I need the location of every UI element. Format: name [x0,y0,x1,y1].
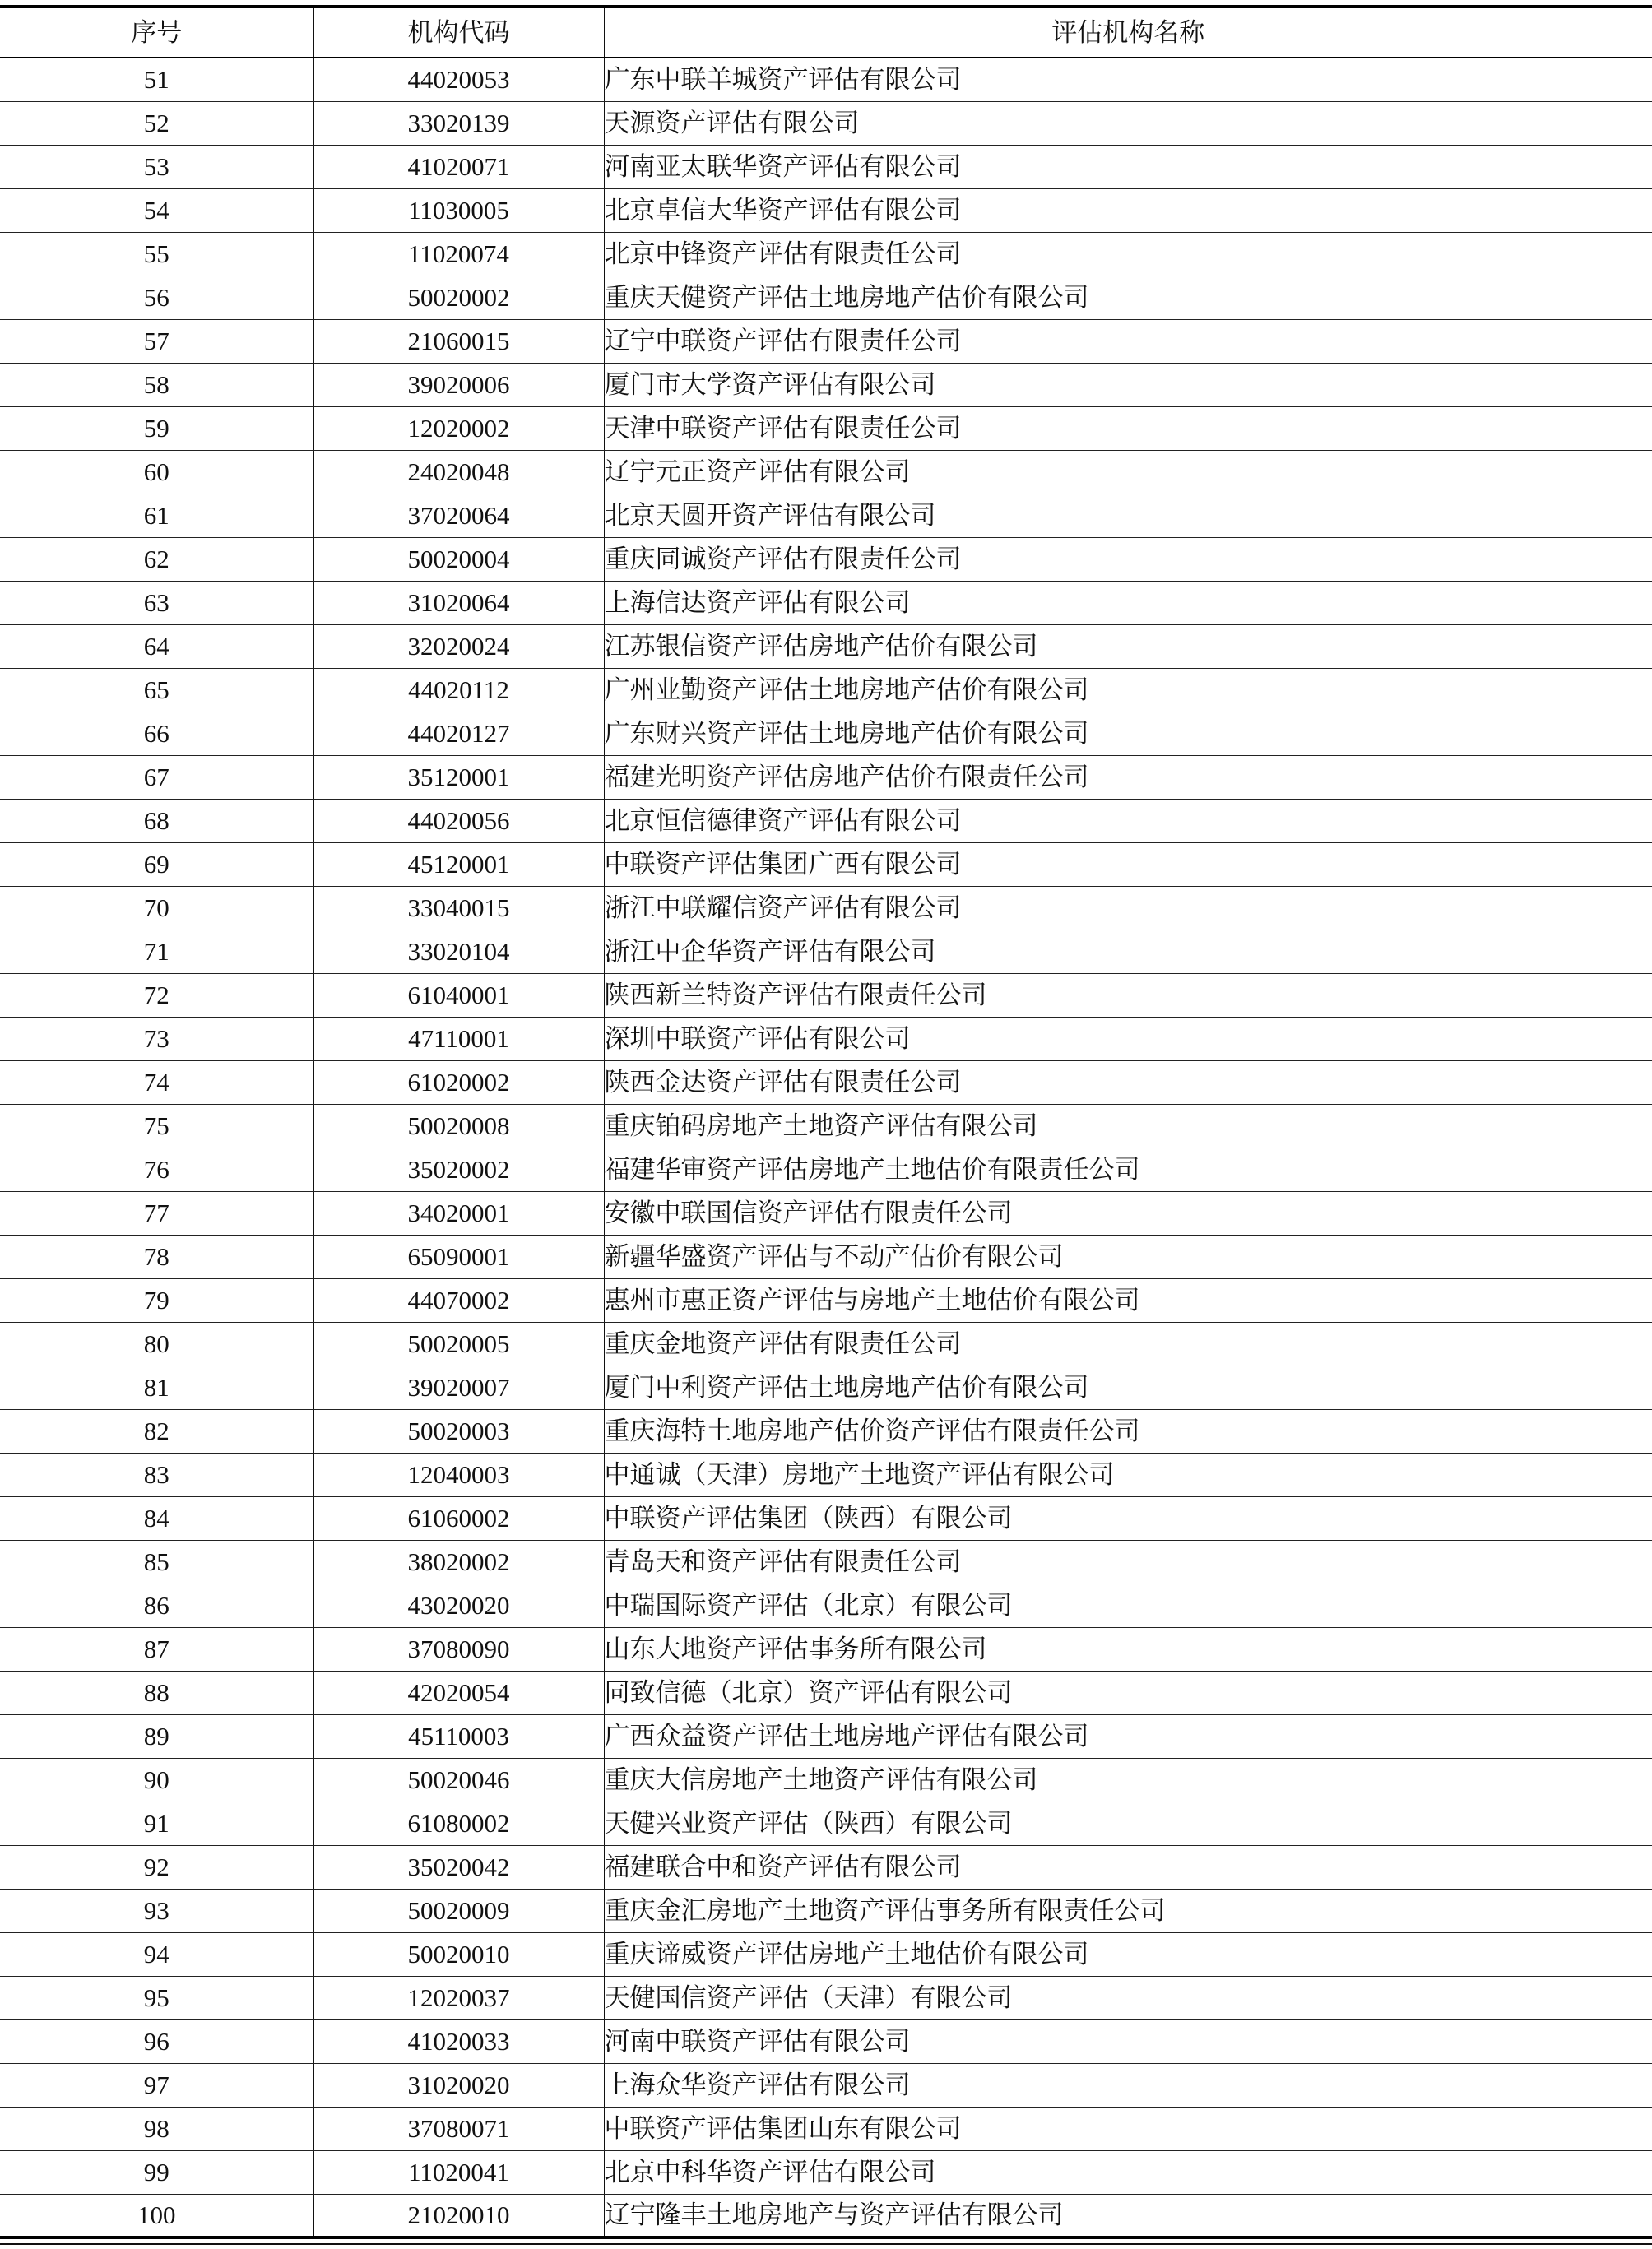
table-body [0,58,1652,2237]
cell-seq: 52 [0,101,313,145]
cell-seq: 70 [0,886,313,930]
cell-code: 21020010 [313,2194,604,2237]
table-row [0,755,1652,799]
cell-code: 47110001 [313,1017,604,1060]
table-header [0,7,1652,58]
cell-code: 35020042 [313,1845,604,1889]
cell-code: 31020064 [313,581,604,624]
cell-seq: 80 [0,1322,313,1366]
table-row [0,2019,1652,2063]
table-row [0,276,1652,319]
cell-seq: 69 [0,842,313,886]
cell-name: 河南中联资产评估有限公司 [604,2019,1652,2063]
cell-name: 福建联合中和资产评估有限公司 [604,1845,1652,1889]
cell-name: 惠州市惠正资产评估与房地产土地估价有限公司 [604,1278,1652,1322]
cell-code: 31020020 [313,2063,604,2107]
cell-name: 重庆金汇房地产土地资产评估事务所有限责任公司 [604,1889,1652,1932]
cell-code: 65090001 [313,1235,604,1278]
cell-name: 中联资产评估集团山东有限公司 [604,2107,1652,2150]
cell-code: 61060002 [313,1496,604,1540]
cell-code: 44020056 [313,799,604,842]
cell-code: 43020020 [313,1584,604,1627]
table-row [0,450,1652,494]
cell-name: 重庆大信房地产土地资产评估有限公司 [604,1758,1652,1802]
table-row [0,1017,1652,1060]
table-row [0,537,1652,581]
table-row [0,2150,1652,2194]
cell-code: 33020139 [313,101,604,145]
cell-seq: 59 [0,406,313,450]
cell-name: 广东财兴资产评估土地房地产估价有限公司 [604,712,1652,755]
cell-name: 天津中联资产评估有限责任公司 [604,406,1652,450]
cell-seq: 87 [0,1627,313,1671]
table-row [0,1932,1652,1976]
table-row [0,1714,1652,1758]
cell-name: 重庆金地资产评估有限责任公司 [604,1322,1652,1366]
cell-code: 44020127 [313,712,604,755]
cell-seq: 77 [0,1191,313,1235]
cell-name: 辽宁中联资产评估有限责任公司 [604,319,1652,363]
cell-seq: 79 [0,1278,313,1322]
table-row [0,2194,1652,2237]
cell-seq: 74 [0,1060,313,1104]
cell-name: 厦门市大学资产评估有限公司 [604,363,1652,406]
cell-code: 50020005 [313,1322,604,1366]
cell-seq: 81 [0,1366,313,1409]
cell-name: 中联资产评估集团（陕西）有限公司 [604,1496,1652,1540]
cell-seq: 75 [0,1104,313,1148]
table-row [0,406,1652,450]
table-row [0,2107,1652,2150]
cell-name: 陕西新兰特资产评估有限责任公司 [604,973,1652,1017]
cell-name: 江苏银信资产评估房地产估价有限公司 [604,624,1652,668]
cell-seq: 55 [0,232,313,276]
cell-name: 广州业勤资产评估土地房地产估价有限公司 [604,668,1652,712]
cell-seq: 66 [0,712,313,755]
bottom-rule [0,2243,1652,2245]
cell-code: 12020037 [313,1976,604,2019]
cell-name: 福建华审资产评估房地产土地估价有限责任公司 [604,1148,1652,1191]
cell-seq: 57 [0,319,313,363]
cell-seq: 82 [0,1409,313,1453]
cell-name: 山东大地资产评估事务所有限公司 [604,1627,1652,1671]
cell-name: 天健兴业资产评估（陕西）有限公司 [604,1802,1652,1845]
cell-seq: 84 [0,1496,313,1540]
cell-name: 重庆谛威资产评估房地产土地估价有限公司 [604,1932,1652,1976]
cell-code: 39020006 [313,363,604,406]
cell-seq: 58 [0,363,313,406]
cell-code: 50020002 [313,276,604,319]
table-row [0,1496,1652,1540]
cell-code: 50020010 [313,1932,604,1976]
table-row [0,799,1652,842]
cell-name: 中瑞国际资产评估（北京）有限公司 [604,1584,1652,1627]
cell-name: 同致信德（北京）资产评估有限公司 [604,1671,1652,1714]
cell-seq: 54 [0,188,313,232]
cell-seq: 98 [0,2107,313,2150]
cell-name: 北京中锋资产评估有限责任公司 [604,232,1652,276]
cell-seq: 67 [0,755,313,799]
cell-seq: 65 [0,668,313,712]
cell-code: 12020002 [313,406,604,450]
table-row [0,2063,1652,2107]
cell-code: 44020112 [313,668,604,712]
cell-seq: 99 [0,2150,313,2194]
table-row [0,58,1652,101]
cell-code: 24020048 [313,450,604,494]
cell-name: 中通诚（天津）房地产土地资产评估有限公司 [604,1453,1652,1496]
cell-seq: 92 [0,1845,313,1889]
cell-name: 辽宁隆丰土地房地产与资产评估有限公司 [604,2194,1652,2237]
table-row [0,232,1652,276]
cell-seq: 61 [0,494,313,537]
cell-name: 浙江中企华资产评估有限公司 [604,930,1652,973]
cell-seq: 76 [0,1148,313,1191]
header-code: 机构代码 [313,7,604,58]
table-row [0,1671,1652,1714]
cell-code: 12040003 [313,1453,604,1496]
table-row [0,1148,1652,1191]
table-row [0,1235,1652,1278]
cell-code: 35120001 [313,755,604,799]
table-row [0,712,1652,755]
cell-seq: 86 [0,1584,313,1627]
cell-seq: 73 [0,1017,313,1060]
table-row [0,930,1652,973]
cell-code: 33020104 [313,930,604,973]
cell-name: 广东中联羊城资产评估有限公司 [604,58,1652,101]
cell-code: 37020064 [313,494,604,537]
cell-seq: 68 [0,799,313,842]
cell-name: 福建光明资产评估房地产估价有限责任公司 [604,755,1652,799]
cell-code: 61080002 [313,1802,604,1845]
cell-code: 50020004 [313,537,604,581]
cell-name: 厦门中利资产评估土地房地产估价有限公司 [604,1366,1652,1409]
table-row [0,494,1652,537]
cell-name: 重庆天健资产评估土地房地产估价有限公司 [604,276,1652,319]
table-row [0,1889,1652,1932]
cell-name: 辽宁元正资产评估有限公司 [604,450,1652,494]
cell-code: 35020002 [313,1148,604,1191]
table-row [0,1627,1652,1671]
cell-seq: 83 [0,1453,313,1496]
cell-code: 42020054 [313,1671,604,1714]
cell-seq: 78 [0,1235,313,1278]
cell-code: 38020002 [313,1540,604,1584]
cell-name: 广西众益资产评估土地房地产评估有限公司 [604,1714,1652,1758]
cell-name: 青岛天和资产评估有限责任公司 [604,1540,1652,1584]
table-row [0,624,1652,668]
cell-name: 中联资产评估集团广西有限公司 [604,842,1652,886]
cell-code: 44020053 [313,58,604,101]
cell-code: 45120001 [313,842,604,886]
cell-name: 北京天圆开资产评估有限公司 [604,494,1652,537]
cell-code: 50020008 [313,1104,604,1148]
cell-seq: 72 [0,973,313,1017]
cell-seq: 93 [0,1889,313,1932]
cell-code: 41020071 [313,145,604,188]
cell-seq: 63 [0,581,313,624]
table-row [0,886,1652,930]
cell-code: 50020009 [313,1889,604,1932]
cell-code: 61040001 [313,973,604,1017]
cell-code: 44070002 [313,1278,604,1322]
cell-name: 北京恒信德律资产评估有限公司 [604,799,1652,842]
cell-code: 41020033 [313,2019,604,2063]
cell-code: 37080071 [313,2107,604,2150]
cell-code: 37080090 [313,1627,604,1671]
table-row [0,668,1652,712]
cell-seq: 71 [0,930,313,973]
table-row [0,1540,1652,1584]
cell-name: 重庆海特土地房地产估价资产评估有限责任公司 [604,1409,1652,1453]
header-row [0,7,1652,58]
table-row [0,581,1652,624]
cell-seq: 96 [0,2019,313,2063]
cell-name: 浙江中联耀信资产评估有限公司 [604,886,1652,930]
table-row [0,1453,1652,1496]
cell-name: 上海众华资产评估有限公司 [604,2063,1652,2107]
cell-name: 河南亚太联华资产评估有限公司 [604,145,1652,188]
cell-seq: 97 [0,2063,313,2107]
cell-code: 50020046 [313,1758,604,1802]
cell-seq: 62 [0,537,313,581]
cell-name: 陕西金达资产评估有限责任公司 [604,1060,1652,1104]
cell-name: 北京卓信大华资产评估有限公司 [604,188,1652,232]
cell-name: 上海信达资产评估有限公司 [604,581,1652,624]
cell-seq: 95 [0,1976,313,2019]
cell-seq: 91 [0,1802,313,1845]
cell-code: 34020001 [313,1191,604,1235]
cell-code: 39020007 [313,1366,604,1409]
table-row [0,1584,1652,1627]
table-row [0,188,1652,232]
table-row [0,1758,1652,1802]
table-row [0,842,1652,886]
appraisal-institution-table [0,5,1652,2239]
cell-seq: 90 [0,1758,313,1802]
table-row [0,973,1652,1017]
table-row [0,1191,1652,1235]
cell-code: 11030005 [313,188,604,232]
table-row [0,363,1652,406]
cell-seq: 85 [0,1540,313,1584]
table-row [0,1976,1652,2019]
cell-code: 33040015 [313,886,604,930]
cell-name: 天源资产评估有限公司 [604,101,1652,145]
cell-seq: 51 [0,58,313,101]
cell-name: 深圳中联资产评估有限公司 [604,1017,1652,1060]
cell-code: 61020002 [313,1060,604,1104]
table-row [0,1845,1652,1889]
cell-seq: 60 [0,450,313,494]
table-row [0,101,1652,145]
table-row [0,1278,1652,1322]
table-row [0,145,1652,188]
cell-seq: 88 [0,1671,313,1714]
cell-name: 天健国信资产评估（天津）有限公司 [604,1976,1652,2019]
header-seq: 序号 [0,7,313,58]
cell-name: 重庆同诚资产评估有限责任公司 [604,537,1652,581]
table-row [0,1060,1652,1104]
cell-seq: 56 [0,276,313,319]
cell-seq: 53 [0,145,313,188]
cell-code: 45110003 [313,1714,604,1758]
cell-seq: 94 [0,1932,313,1976]
cell-code: 21060015 [313,319,604,363]
cell-seq: 89 [0,1714,313,1758]
table-row [0,1104,1652,1148]
header-name: 评估机构名称 [604,7,1652,58]
cell-name: 新疆华盛资产评估与不动产估价有限公司 [604,1235,1652,1278]
cell-code: 50020003 [313,1409,604,1453]
cell-seq: 100 [0,2194,313,2237]
cell-code: 11020074 [313,232,604,276]
table-row [0,1802,1652,1845]
table-row [0,1366,1652,1409]
cell-seq: 64 [0,624,313,668]
table-row [0,319,1652,363]
cell-code: 11020041 [313,2150,604,2194]
table-row [0,1409,1652,1453]
cell-name: 北京中科华资产评估有限公司 [604,2150,1652,2194]
cell-name: 重庆铂码房地产土地资产评估有限公司 [604,1104,1652,1148]
cell-code: 32020024 [313,624,604,668]
cell-name: 安徽中联国信资产评估有限责任公司 [604,1191,1652,1235]
table-row [0,1322,1652,1366]
